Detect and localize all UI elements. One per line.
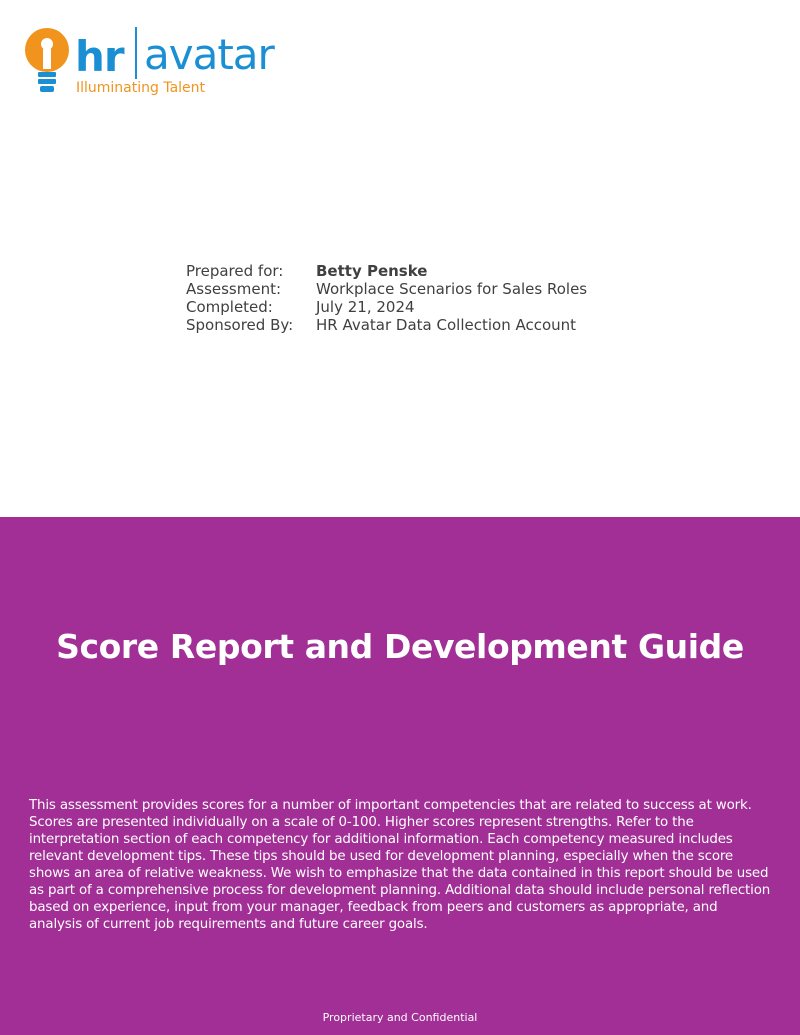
assessment-row — [186, 280, 587, 298]
completed-label: Completed: — [186, 298, 273, 316]
lightbulb-icon — [24, 24, 74, 96]
confidential-footer: Proprietary and Confidential — [322, 1011, 478, 1024]
report-title: Score Report and Development Guide — [56, 627, 744, 666]
logo-avatar-text: avatar — [144, 30, 274, 79]
completed-row — [186, 298, 587, 316]
intro-paragraph: This assessment provides scores for a number of important competencies that are related to success at work. Scores are presented individually on a scale of 0-100. Higher scores represent strengths. Refer to the interpretation section of each competency for additional information. Each competency measured includes relevant development tips. These tips should be used for development planning, especially when the score shows an area of relative weakness. We wish to emphasize that the data contained in this report should be used as part of a comprehensive process for development planning. Additional data should include personal reflection based on experience, input from your manager, feedback from peers and customers as appropriate, and analysis of current job requirements and future career goals. — [29, 798, 771, 932]
sponsored-by-value: HR Avatar Data Collection Account — [316, 316, 577, 334]
sponsored-by-row — [186, 316, 587, 334]
hr-avatar-logo — [24, 24, 294, 104]
logo-divider — [135, 27, 137, 79]
logo-hr-text: hr — [75, 32, 124, 81]
report-banner — [0, 517, 800, 1035]
prepared-for-label: Prepared for: — [186, 262, 284, 280]
assessment-label: Assessment: — [186, 280, 282, 298]
logo-tagline: Illuminating Talent — [76, 80, 206, 96]
completed-value: July 21, 2024 — [316, 298, 415, 316]
sponsored-by-label: Sponsored By: — [186, 316, 294, 334]
assessment-value: Workplace Scenarios for Sales Roles — [316, 280, 588, 298]
prepared-for-value: Betty Penske — [316, 262, 428, 280]
prepared-for-row — [186, 262, 587, 280]
report-info — [186, 262, 587, 334]
